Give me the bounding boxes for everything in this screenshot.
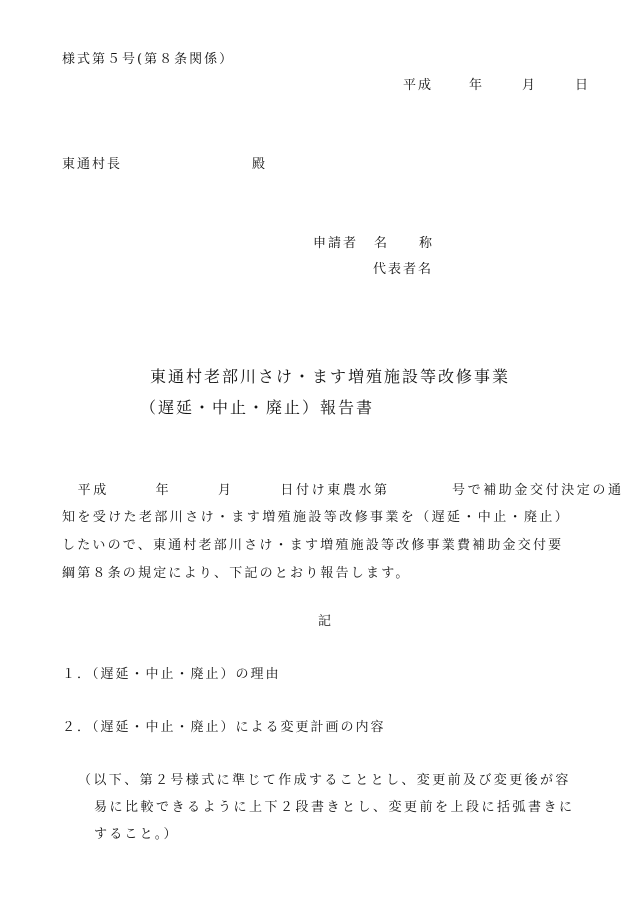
note-line-1: （以下、第２号様式に準じて作成することとし、変更前及び変更後が容 — [78, 773, 571, 788]
addressee-name: 東通村長 — [62, 157, 123, 172]
applicant-representative-label: 代表者名 — [373, 262, 434, 277]
note-line-2: 易に比較できるように上下２段書きとし、変更前を上段に括弧書きに — [94, 800, 575, 815]
applicant-name-label: 名 称 — [374, 236, 435, 251]
form-number-label: 様式第５号(第８条関係） — [62, 52, 235, 67]
date-month: 月 — [522, 78, 538, 93]
addressee-honorific: 殿 — [252, 157, 268, 172]
ki-heading: 記 — [318, 614, 334, 629]
title-line-1: 東通村老部川さけ・ます増殖施設等改修事業 — [150, 367, 511, 386]
note-line-3: すること。） — [94, 827, 179, 842]
date-day: 日 — [575, 78, 591, 93]
item-change-plan: ２．（遅延・中止・廃止）による変更計画の内容 — [62, 720, 386, 735]
body-line-3: したいので、東通村老部川さけ・ます増殖施設等改修事業費補助金交付要 — [62, 538, 564, 553]
item-reason: １．（遅延・中止・廃止）の理由 — [62, 667, 281, 682]
applicant-label: 申請者 — [313, 236, 359, 251]
body-line-1: 平成 年 月 日付け東農水第 号で補助金交付決定の通 — [62, 483, 624, 498]
title-line-2: （遅延・中止・廃止）報告書 — [140, 398, 375, 417]
body-line-2: 知を受けた老部川さけ・ます増殖施設等改修事業を（遅延・中止・廃止） — [62, 510, 571, 525]
date-year: 年 — [469, 78, 485, 93]
date-era: 平成 — [403, 78, 434, 93]
body-line-4: 綱第８条の規定により、下記のとおり報告します。 — [62, 566, 411, 581]
